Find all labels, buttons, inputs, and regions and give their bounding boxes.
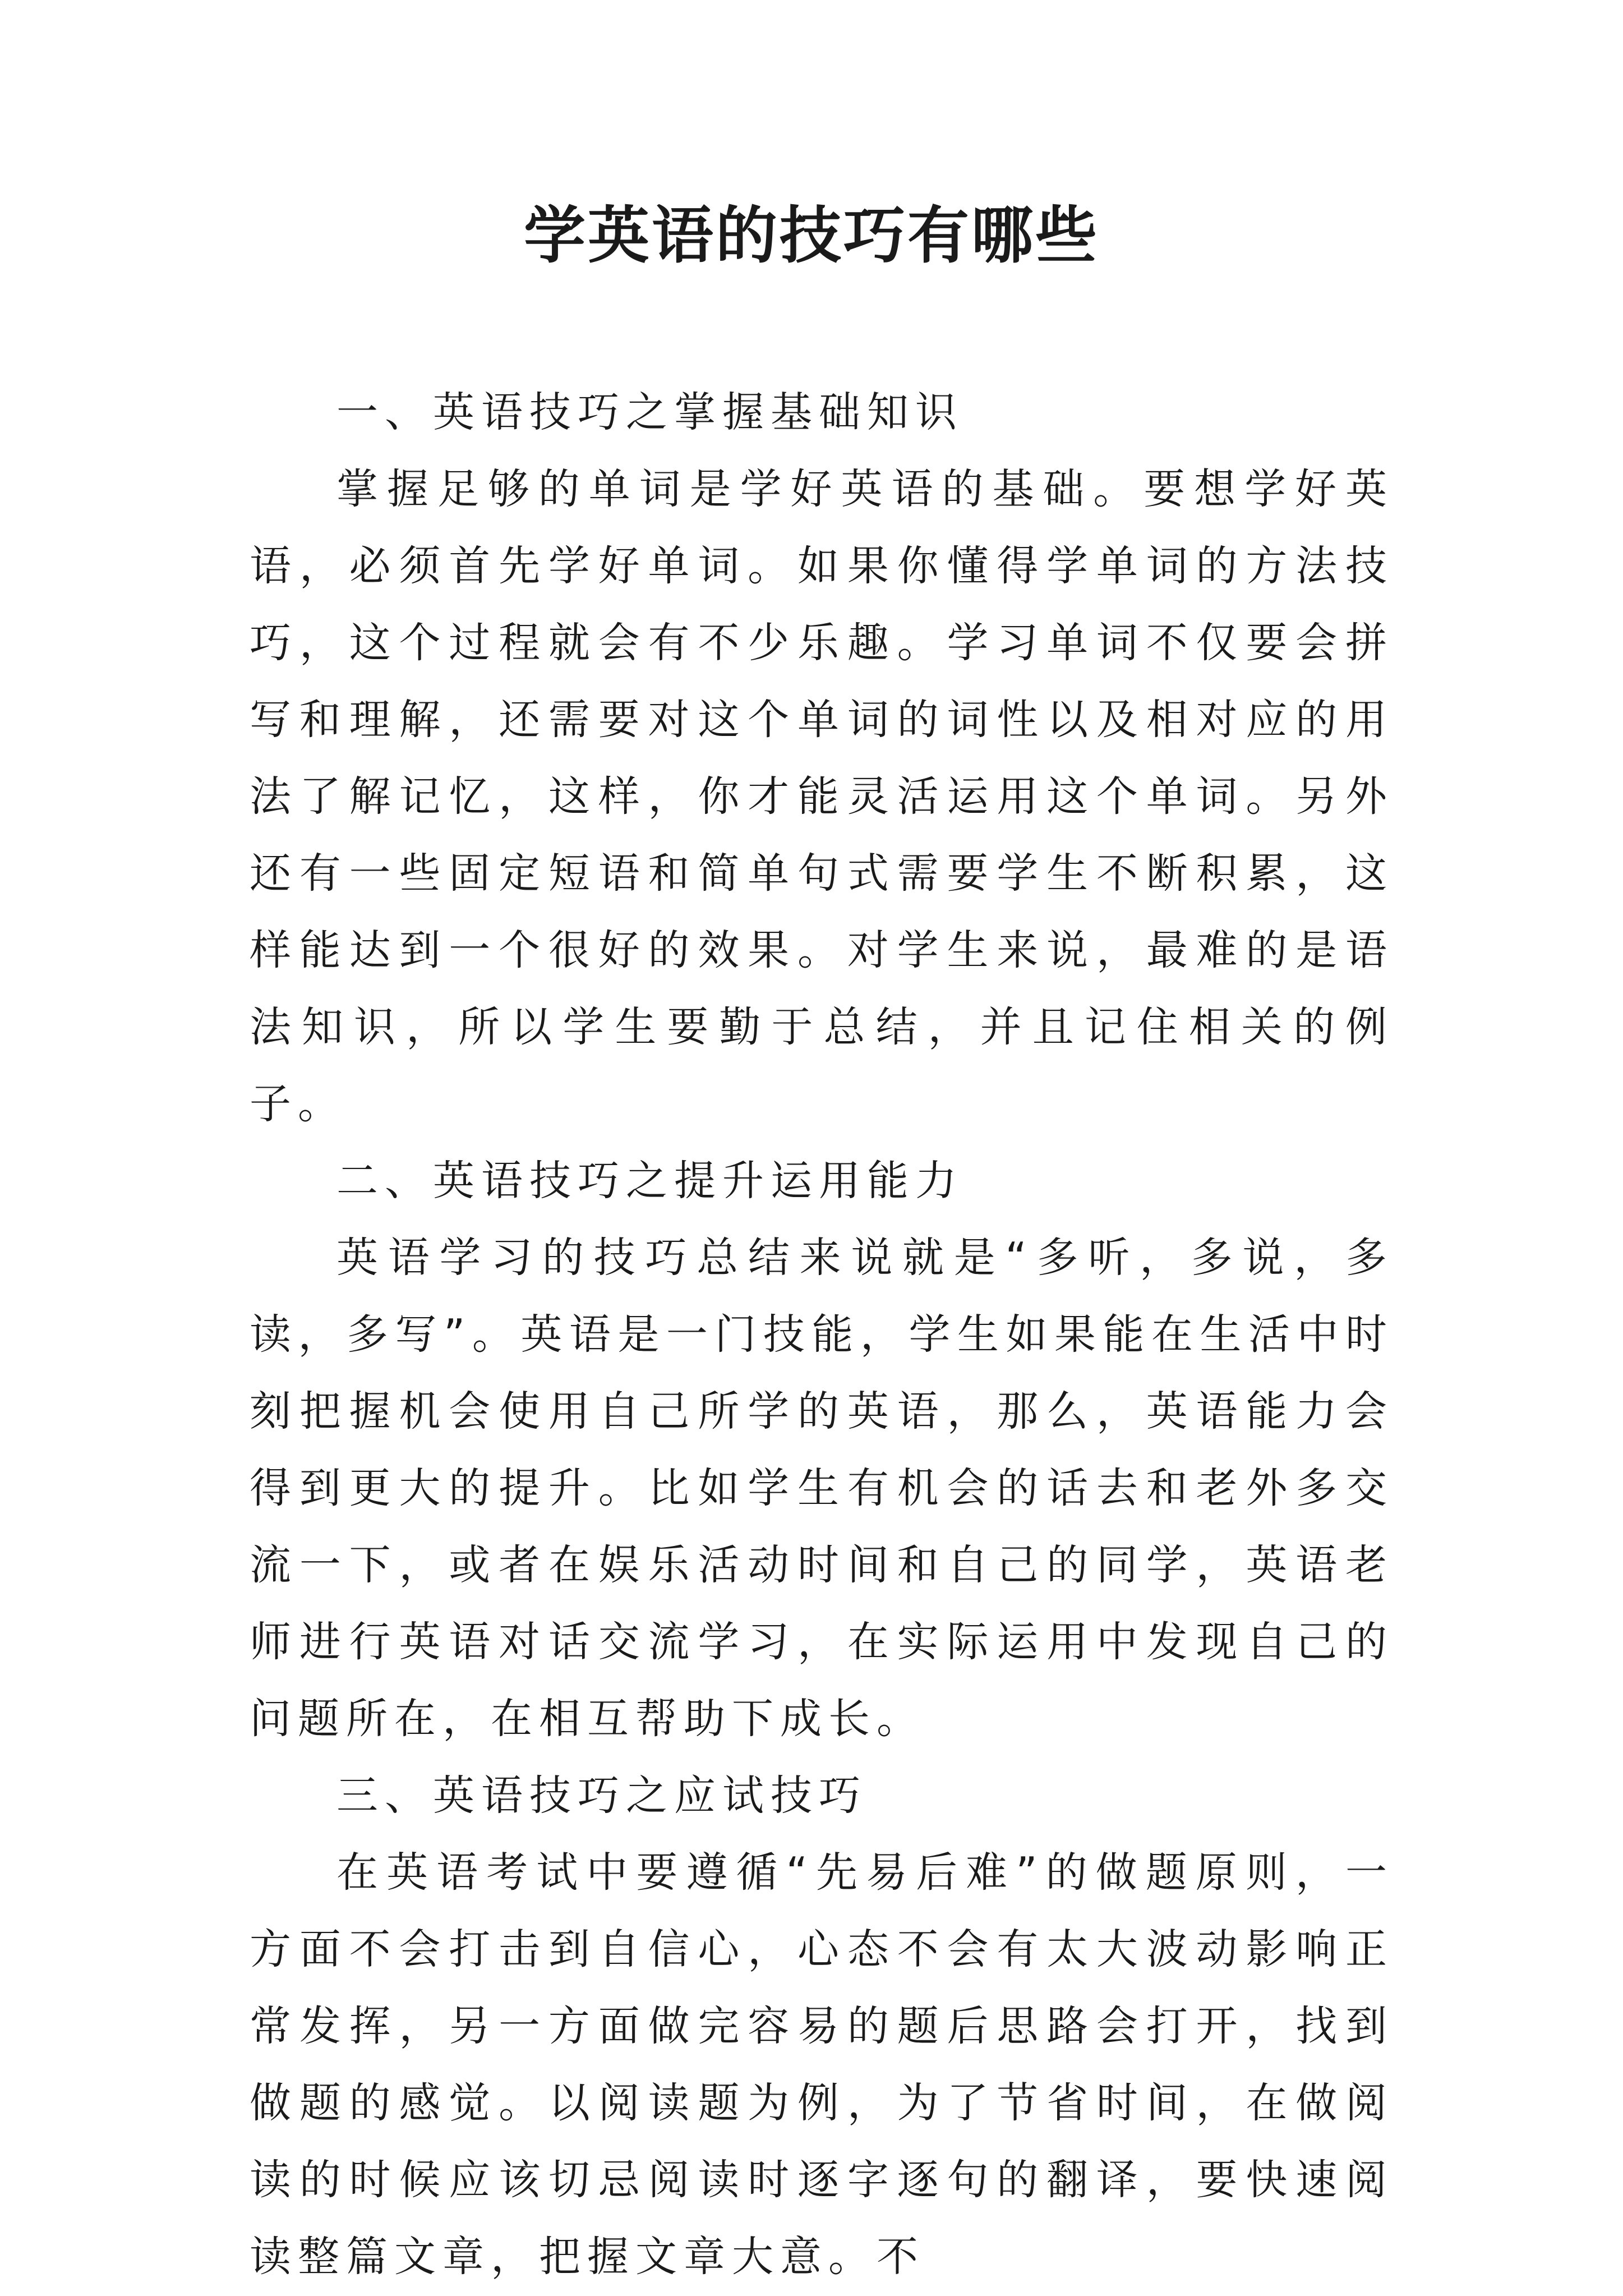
section-3-heading: 三、英语技巧之应试技巧 [336,1772,867,1820]
section-1-paragraph: 掌握足够的单词是学好英语的基础。要想学好英语，必须首先学好单词。如果你懂得学单词的方法技巧，这个过程就会有不少乐趣。学习单词不仅要会拼写和理解，还需要对这个单词的词性以及相对应的用法了解记忆，这样，你才能灵活运用这个单词。另外还有一些固定短语和简单句式需要学生不断积累，这样能达到一个很好的效果。对学生来说，最难的是语法知识，所以学生要勤于总结，并且记住相关的例子。 [250,465,1394,1128]
section-2-paragraph: 英语学习的技巧总结来说就是“多听，多说，多读，多写”。英语是一门技能，学生如果能在生活中时刻把握机会使用自己所学的英语，那么，英语能力会得到更大的提升。比如学生有机会的话去和老外多交流一下，或者在娱乐活动时间和自己的同学，英语老师进行英语对话交流学习，在实际运用中发现自己的问题所在，在相互帮助下成长。 [250,1234,1394,1743]
document-body [250,374,1394,2295]
document-title: 学英语的技巧有哪些 [524,199,1099,272]
section-2-heading: 二、英语技巧之提升运用能力 [336,1157,963,1205]
section-3-paragraph: 在英语考试中要遵循“先易后难”的做题原则，一方面不会打击到自信心，心态不会有太大波动影响正常发挥，另一方面做完容易的题后思路会打开，找到做题的感觉。以阅读题为例，为了节省时间，在做阅读的时候应该切忌阅读时逐字逐句的翻译，要快速阅读整篇文章，把握文章大意。不 [250,1848,1394,2281]
section-1-heading: 一、英语技巧之掌握基础知识 [336,388,963,436]
